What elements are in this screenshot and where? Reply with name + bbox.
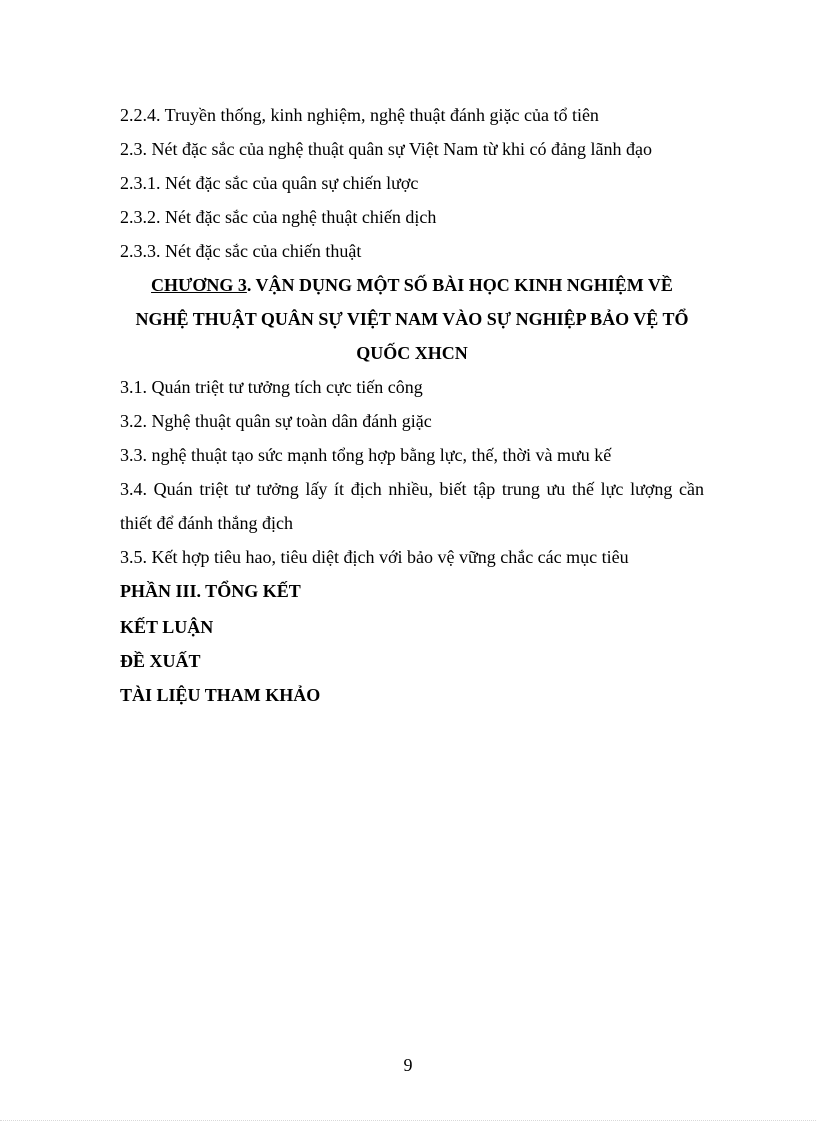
- chapter-3-heading-line3: QUỐC XHCN: [356, 343, 468, 363]
- conclusion-heading: KẾT LUẬN: [120, 617, 214, 637]
- toc-entry-2-3-1: 2.3.1. Nét đặc sắc của quân sự chiến lược: [120, 173, 419, 193]
- toc-entry-3-3: 3.3. nghệ thuật tạo sức mạnh tổng hợp bằng lực, thế, thời và mưu kế: [120, 445, 612, 465]
- toc-entry-2-3: 2.3. Nét đặc sắc của nghệ thuật quân sự Việt Nam từ khi có đảng lãnh đạo: [120, 139, 652, 159]
- toc-entry-2-3-3: 2.3.3. Nét đặc sắc của chiến thuật: [120, 241, 362, 261]
- toc-entry-2-3-2: 2.3.2. Nét đặc sắc của nghệ thuật chiến dịch: [120, 207, 437, 227]
- chapter-3-label: CHƯƠNG 3: [151, 275, 247, 295]
- toc-entry-3-4: 3.4. Quán triệt tư tưởng lấy ít địch nhiều, biết tập trung ưu thế lực lượng cần thiết để đánh thắng địch: [120, 479, 704, 533]
- toc-entry-3-2: 3.2. Nghệ thuật quân sự toàn dân đánh giặc: [120, 411, 432, 431]
- chapter-3-heading-line2: NGHỆ THUẬT QUÂN SỰ VIỆT NAM VÀO SỰ NGHIỆP BẢO VỆ TỔ: [135, 309, 689, 329]
- chapter-3-title-part1: . VẬN DỤNG MỘT SỐ BÀI HỌC KINH NGHIỆM VỀ: [246, 275, 673, 295]
- proposal-heading: ĐỀ XUẤT: [120, 651, 201, 671]
- page-number: 9: [403, 1055, 413, 1075]
- toc-entry-3-5: 3.5. Kết hợp tiêu hao, tiêu diệt địch với bảo vệ vững chắc các mục tiêu: [120, 547, 629, 567]
- part-3-title: PHẦN III. TỔNG KẾT: [120, 581, 301, 601]
- page-bottom-rule: [0, 1120, 816, 1121]
- toc-entry-3-1: 3.1. Quán triệt tư tưởng tích cực tiến công: [120, 377, 423, 397]
- chapter-3-heading-line1: [120, 274, 704, 296]
- toc-entry-2-2-4: 2.2.4. Truyền thống, kinh nghiệm, nghệ thuật đánh giặc của tổ tiên: [120, 105, 599, 125]
- references-heading: TÀI LIỆU THAM KHẢO: [120, 685, 321, 705]
